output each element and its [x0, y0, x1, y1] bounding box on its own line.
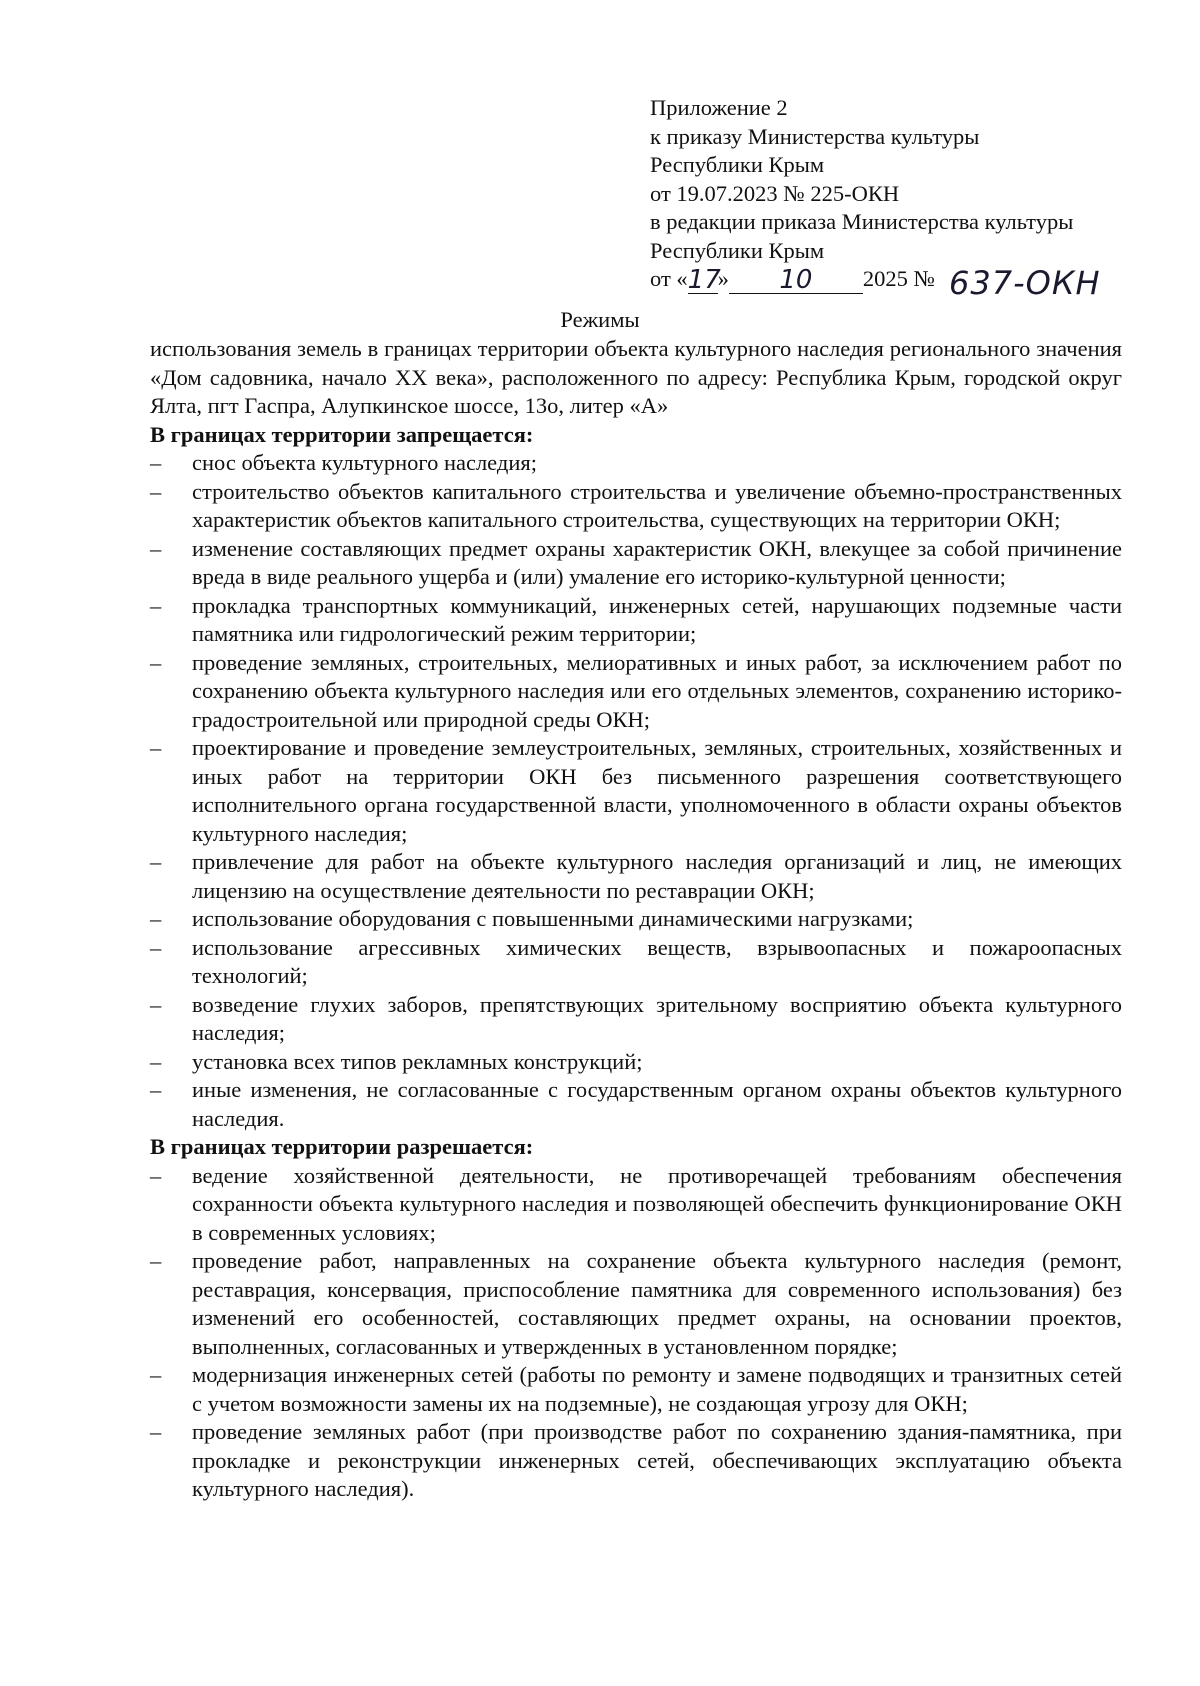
handwritten-day: 17: [687, 264, 721, 295]
header-line-republic: Республики Крым: [650, 152, 825, 177]
document-title: Режимы: [560, 307, 640, 332]
date-year-number: 2025 №: [862, 266, 936, 291]
list-item: – использование оборудования с повышенными динамическими нагрузками;: [150, 905, 1122, 934]
date-quote-close: »: [717, 266, 729, 291]
document-header: [650, 94, 1190, 302]
section-heading-allowed: В границах территории разрешается:: [150, 1134, 534, 1159]
list-item: – прокладка транспортных коммуникаций, инженерных сетей, нарушающих подземные части памятника или гидрологический режим территории;: [150, 592, 1122, 649]
list-item: – снос объекта культурного наследия;: [150, 449, 1122, 478]
signature-date-line: [650, 264, 1190, 302]
list-item: – проведение земляных, строительных, мелиоративных и иных работ, за исключением работ по сохранению объекта культурного наследия или его отдельных элементов, сохранению историко-градостроительной или природной среды ОКН;: [150, 649, 1122, 735]
list-item: – привлечение для работ на объекте культурного наследия организаций и лиц, не имеющих лицензию на осуществление деятельности по реставрации ОКН;: [150, 848, 1122, 905]
prohibited-list: [150, 449, 1122, 1133]
list-item: – установка всех типов рекламных конструкций;: [150, 1048, 1122, 1077]
list-item: – ведение хозяйственной деятельности, не противоречащей требованиям обеспечения сохранности объекта культурного наследия и позволяющей обеспечить функционирование ОКН в современных условиях;: [150, 1162, 1122, 1248]
intro-paragraph: использования земель в границах территории объекта культурного наследия регионального значения «Дом садовника, начало XX века», расположенного по адресу: Республика Крым, городской округ Ялта, пгт Гаспра, Алупкинское шоссе, 13о, литер «А»: [150, 336, 1122, 418]
list-item: – возведение глухих заборов, препятствующих зрительному восприятию объекта культурного наследия;: [150, 991, 1122, 1048]
header-line-order: к приказу Министерства культуры: [650, 123, 980, 149]
list-item: – проведение работ, направленных на сохранение объекта культурного наследия (ремонт, реставрация, консервация, приспособление памятника для современного использования) без изменений его особенностей, составляющих предмет охраны, на основании проектов, выполненных, согласованных и утвержденных в установленном порядке;: [150, 1247, 1122, 1361]
list-item: – иные изменения, не согласованные с государственным органом охраны объектов культурного наследия.: [150, 1076, 1122, 1133]
handwritten-order-number: 637-ОКН: [949, 264, 1101, 302]
header-line-republic-2: Республики Крым: [650, 237, 825, 263]
list-item: – модернизация инженерных сетей (работы по ремонту и замене подводящих и транзитных сетей с учетом возможности замены их на подземные), не создающая угрозу для ОКН;: [150, 1361, 1122, 1418]
list-item: – проектирование и проведение землеустроительных, земляных, строительных, хозяйственных и иных работ на территории ОКН без письменного разрешения соответствующего исполнительного органа государственной власти, уполномоченного в области охраны объектов культурного наследия;: [150, 734, 1122, 848]
allowed-list: [150, 1162, 1122, 1504]
header-line-edition: в редакции приказа Министерства культуры: [650, 209, 1074, 234]
handwritten-month: 10: [729, 267, 863, 294]
list-item: – проведение земляных работ (при производстве работ по сохранению здания-памятника, при прокладке и реконструкции инженерных сетей, обеспечивающих эксплуатацию объекта культурного наследия).: [150, 1418, 1122, 1504]
date-prefix: от «: [650, 266, 688, 291]
list-item: – изменение составляющих предмет охраны характеристик ОКН, влекущее за собой причинение вреда в виде реального ущерба и (или) умаление его историко-культурной ценности;: [150, 535, 1122, 592]
document-body: [150, 335, 1122, 1504]
section-heading-prohibited: В границах территории запрещается:: [150, 421, 534, 447]
header-line-date: от 19.07.2023 № 225-ОКН: [650, 180, 900, 206]
list-item: – использование агрессивных химических веществ, взрывоопасных и пожароопасных технологий;: [150, 934, 1122, 991]
list-item: – строительство объектов капитального строительства и увеличение объемно-пространственных характеристик объектов капитального строительства, существующих на территории ОКН;: [150, 478, 1122, 535]
header-line-appendix: Приложение 2: [650, 95, 788, 120]
